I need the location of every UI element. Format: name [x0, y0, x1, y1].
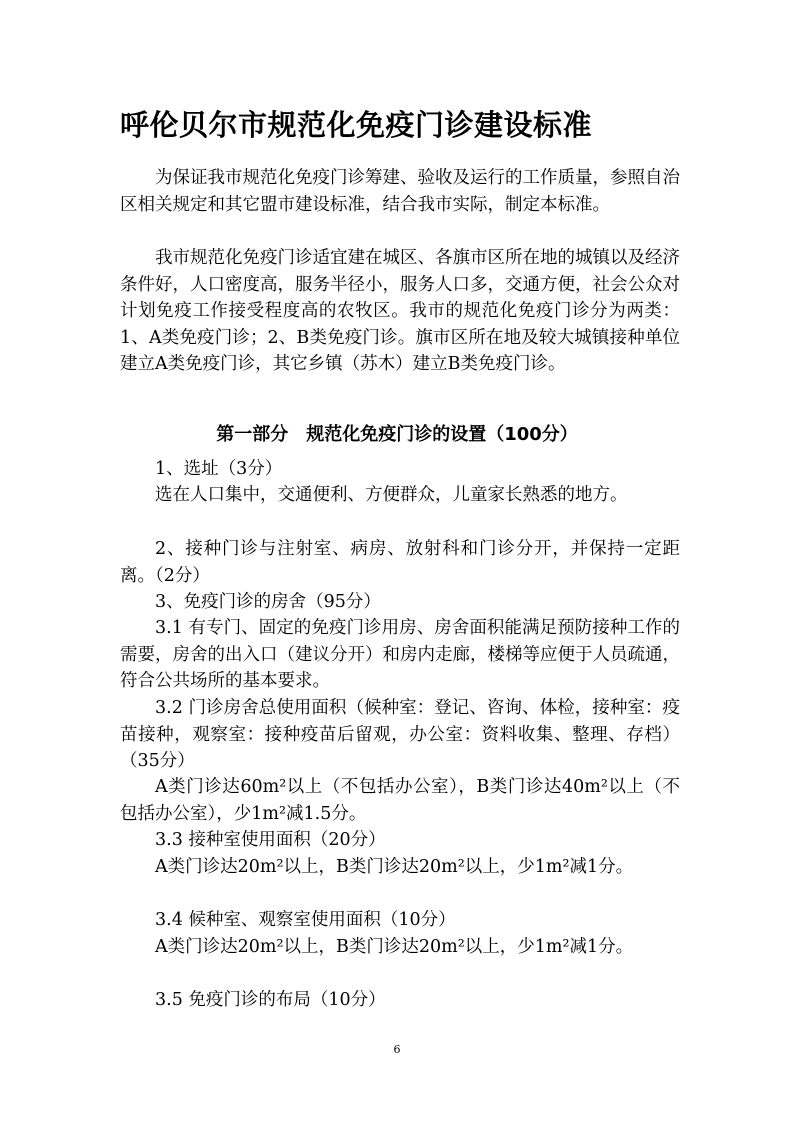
- item-3-1: 3.1 有专门、固定的免疫门诊用房、房舍面积能满足预防接种工作的需要，房舍的出入口（建议分开）和房内走廊，楼梯等应便于人员疏通，符合公共场所的基本要求。: [120, 618, 680, 691]
- item-site-text: 选在人口集中，交通便利、方便群众，儿童家长熟悉的地方。: [155, 485, 628, 505]
- document-title: 呼伦贝尔市规范化免疫门诊建设标准: [120, 108, 593, 142]
- item-rooms-heading: 3、免疫门诊的房舍（95分）: [155, 592, 381, 612]
- section-heading: 第一部分 规范化免疫门诊的设置（100分）: [216, 424, 578, 445]
- item-3-5: 3.5 免疫门诊的布局（10分）: [155, 990, 386, 1010]
- item-separation: 2、接种门诊与注射室、病房、放射科和门诊分开，并保持一定距离。（2分）: [120, 539, 680, 586]
- intro-paragraph-1: 为保证我市规范化免疫门诊筹建、验收及运行的工作质量，参照自治区相关规定和其它盟市建设标准，结合我市实际，制定本标准。: [120, 168, 680, 215]
- item-site-heading: 1、选址（3分）: [155, 459, 283, 479]
- item-3-3-detail: A类门诊达20m²以上，B类门诊达20m²以上，少1m²减1分。: [155, 857, 634, 877]
- page-number: 6: [393, 1043, 401, 1056]
- item-3-4-detail: A类门诊达20m²以上，B类门诊达20m²以上，少1m²减1分。: [155, 937, 634, 957]
- item-3-3: 3.3 接种室使用面积（20分）: [155, 830, 386, 850]
- item-3-4: 3.4 候种室、观察室使用面积（10分）: [155, 910, 456, 930]
- item-3-2: 3.2 门诊房舍总使用面积（候种室：登记、咨询、体检，接种室：疫苗接种，观察室：接种疫苗后留观，办公室：资料收集、整理、存档）（35分）: [120, 698, 680, 771]
- intro-paragraph-2: 我市规范化免疫门诊适宜建在城区、各旗市区所在地的城镇以及经济条件好，人口密度高，服务半径小，服务人口多，交通方便，社会公众对计划免疫工作接受程度高的农牧区。我市的规范化免疫门诊分为两类：1、A类免疫门诊；2、B类免疫门诊。旗市区所在地及较大城镇接种单位建立A类免疫门诊，其它乡镇（苏木）建立B类免疫门诊。: [120, 248, 680, 374]
- item-3-2-detail: A类门诊达60m²以上（不包括办公室），B类门诊达40m²以上（不包括办公室），少1m²减1.5分。: [120, 777, 680, 824]
